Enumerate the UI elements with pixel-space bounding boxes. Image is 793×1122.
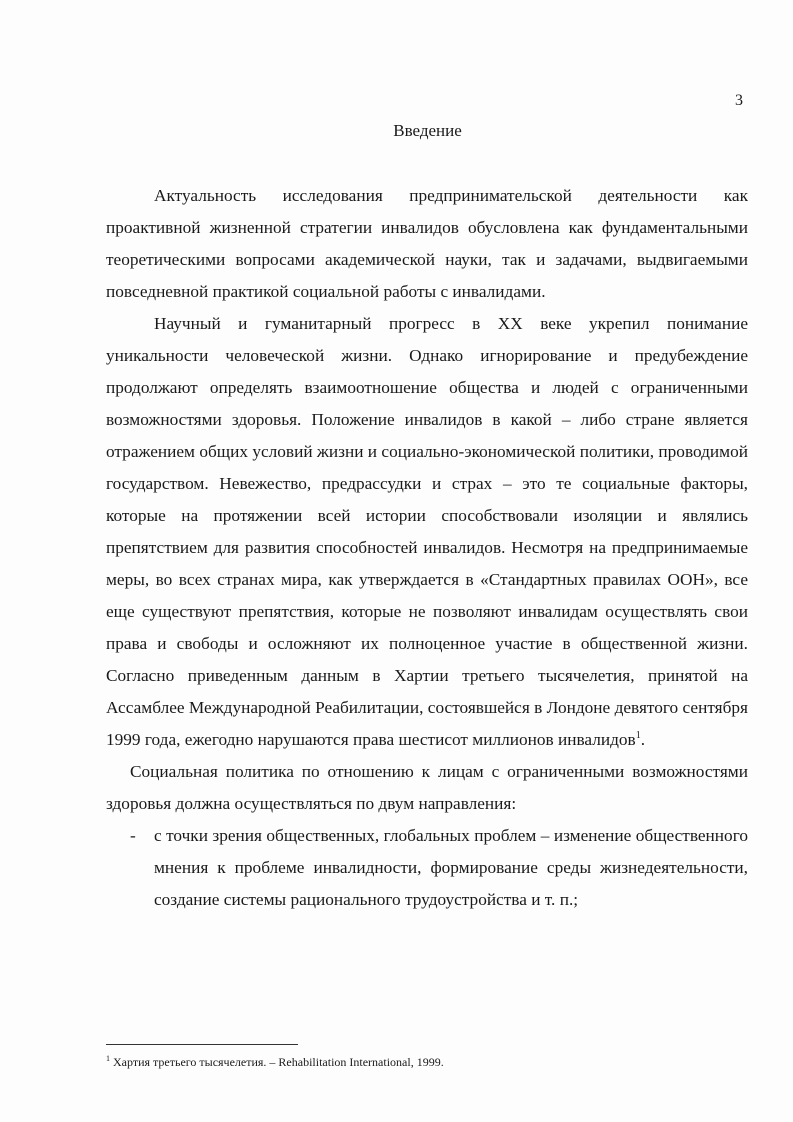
list-item-text: с точки зрения общественных, глобальных проблем – изменение общественного мнения к проблеме инвалидности, формирование среды жизнедеятельности, создание системы рационального трудоустройства и т. п.;: [154, 826, 748, 909]
paragraph: Социальная политика по отношению к лицам с ограниченными возможностями здоровья должна осуществляться по двум направления:: [106, 762, 748, 813]
footnote-separator: [106, 1044, 298, 1045]
paragraph: Актуальность исследования предпринимательской деятельности как проактивной жизненной стратегии инвалидов обусловлена как фундаментальными теоретическими вопросами академической науки, так и задачами, выдвигаемыми повседневной практикой социальной работы с инвалидами.: [106, 186, 748, 301]
bullet-list: [106, 820, 748, 916]
page-number: 3: [735, 92, 743, 109]
paragraph-text: Научный и гуманитарный прогресс в XX веке укрепил понимание уникальности человеческой жизни. Однако игнорирование и предубеждение продолжают определять взаимоотношение общества и людей с ограниченными возможностями здоровья. Положение инвалидов в какой – либо стране является отражением общих условий жизни и социально-экономической политики, проводимой государством. Невежество, предрассудки и страх – это те социальные факторы, которые на протяжении всей истории способствовали изоляции и являлись препятствием для развития способностей инвалидов. Несмотря на предпринимаемые меры, во всех странах мира, как утверждается в «Стандартных правилах ООН», все еще существуют препятствия, которые не позволяют инвалидам осуществлять свои права и свободы и осложняют их полноценное участие в общественной жизни. Согласно приведенным данным в Хартии третьего тысячелетия, принятой на Ассамблее Международной Реабилитации, состоявшейся в Лондоне девятого сентября 1999 года, ежегодно нарушаются права шестисот миллионов инвалидов: [106, 314, 748, 749]
footnote: [106, 1055, 444, 1070]
paragraph: Научный и гуманитарный прогресс в XX веке укрепил понимание уникальности человеческой жизни. Однако игнорирование и предубеждение продолжают определять взаимоотношение общества и людей с ограниченными возможностями здоровья. Положение инвалидов в какой – либо стране является отражением общих условий жизни и социально-экономической политики, проводимой государством. Невежество, предрассудки и страх – это те социальные факторы, которые на протяжении всей истории способствовали изоляции и являлись препятствием для развития способностей инвалидов. Несмотря на предпринимаемые меры, во всех странах мира, как утверждается в «Стандартных правилах ООН», все еще существуют препятствия, которые не позволяют инвалидам осуществлять свои права и свободы и осложняют их полноценное участие в общественной жизни. Согласно приведенным данным в Хартии третьего тысячелетия, принятой на Ассамблее Международной Реабилитации, состоявшейся в Лондоне девятого сентября 1999 года, ежегодно нарушаются права шестисот миллионов инвалидов$^1$.: [106, 314, 748, 749]
dash-marker: -: [130, 826, 136, 845]
list-item: [106, 820, 748, 916]
section-title: Введение: [393, 121, 462, 140]
footnote-reference[interactable]: 1: [635, 730, 641, 741]
footnote-marker: 1: [106, 1054, 110, 1063]
footnote-text: Хартия третьего тысячелетия. – Rehabilitation International, 1999.: [113, 1055, 444, 1069]
main-text: [106, 180, 748, 916]
